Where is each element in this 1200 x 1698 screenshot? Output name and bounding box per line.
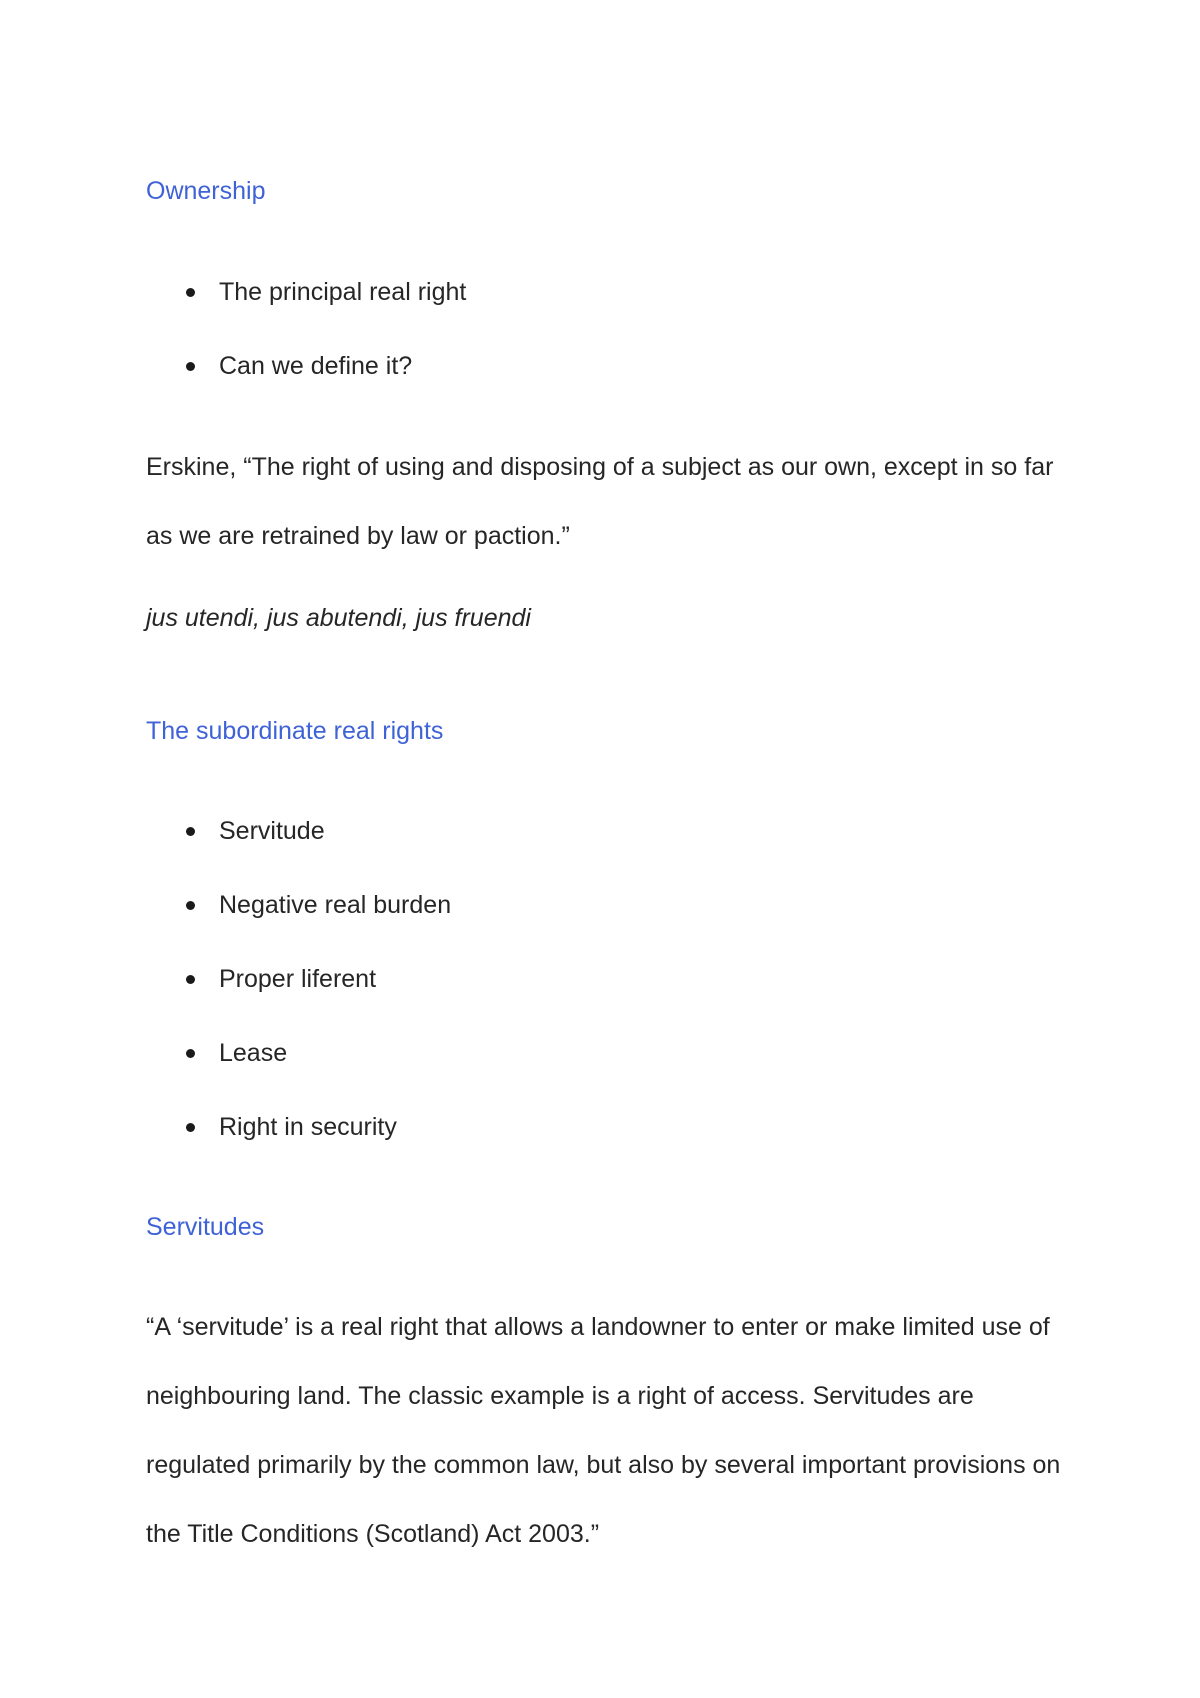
- list-item: [146, 813, 451, 849]
- list-item-text: Servitude: [219, 817, 325, 845]
- bullet-icon: [186, 1049, 195, 1058]
- list-item-text: The principal real right: [219, 278, 467, 306]
- list-item: [146, 961, 451, 997]
- bullet-icon: [186, 975, 195, 984]
- heading-servitudes: Servitudes: [146, 1213, 265, 1241]
- bullet-icon: [186, 288, 195, 297]
- erskine-quote: Erskine, “The right of using and disposing of a subject as our own, except in so far as we are retrained by law or paction.”: [146, 453, 1054, 550]
- list-item-text: Right in security: [219, 1113, 397, 1141]
- list-item: [146, 1035, 451, 1071]
- heading-subordinate-real-rights: The subordinate real rights: [146, 717, 444, 745]
- bullet-icon: [186, 362, 195, 371]
- list-item: [146, 1109, 451, 1145]
- servitude-quote: “A ‘servitude’ is a real right that allows a landowner to enter or make limited use of neighbouring land. The classic example is a right of access. Servitudes are regulated primarily by the common law, but also by several important provisions on the Title Conditions (Scotland) Act 2003.”: [146, 1313, 1061, 1548]
- ownership-bullet-list: [146, 274, 466, 384]
- bullet-icon: [186, 1123, 195, 1132]
- bullet-icon: [186, 827, 195, 836]
- heading-ownership: Ownership: [146, 177, 266, 205]
- list-item-text: Can we define it?: [219, 352, 413, 380]
- latin-phrase: jus utendi, jus abutendi, jus fruendi: [146, 604, 531, 632]
- list-item-text: Lease: [219, 1039, 288, 1067]
- subordinate-bullet-list: [146, 813, 451, 1145]
- list-item-text: Negative real burden: [219, 891, 452, 919]
- list-item: [146, 348, 466, 384]
- list-item: [146, 274, 466, 310]
- list-item-text: Proper liferent: [219, 965, 377, 993]
- bullet-icon: [186, 901, 195, 910]
- list-item: [146, 887, 451, 923]
